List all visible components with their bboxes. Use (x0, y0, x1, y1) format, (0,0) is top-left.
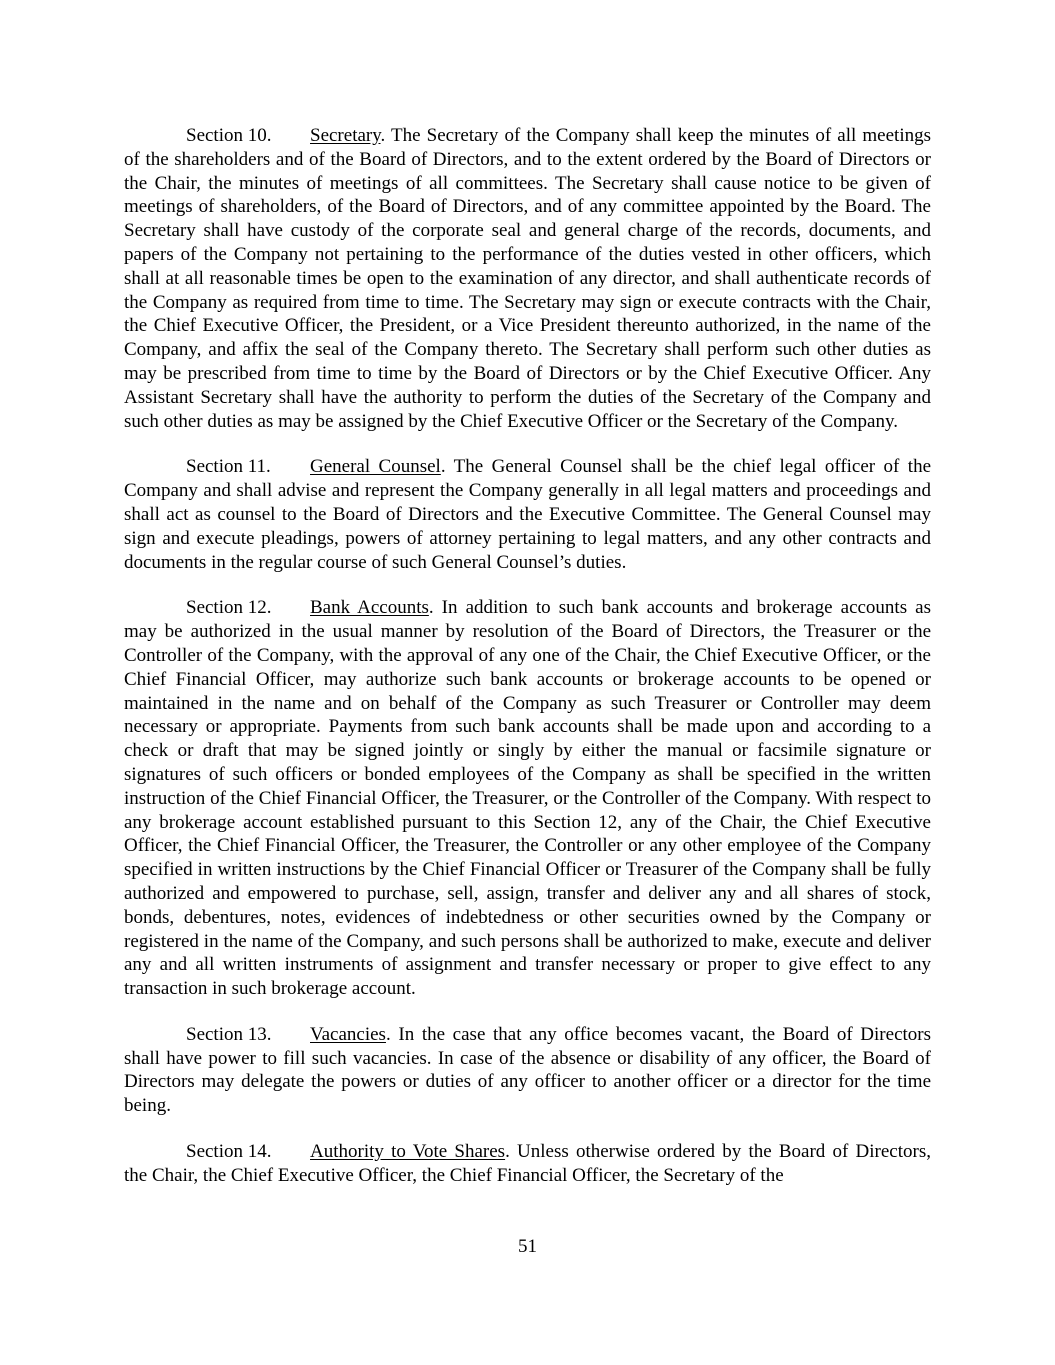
section-body: . Unless otherwise ordered by the Board of Directors, the Chair, the Chief Executive Officer, the Chief Financial Officer, the Secretary of the (124, 1141, 931, 1186)
section-14-paragraph (124, 1140, 931, 1188)
section-number: Section 12. (186, 597, 272, 619)
section-number: Section 14. (186, 1141, 272, 1163)
section-13-paragraph (124, 1023, 931, 1118)
section-number: Section 11. (186, 456, 271, 478)
section-heading: Bank Accounts (310, 597, 429, 619)
section-11-paragraph (124, 455, 931, 574)
section-body: . In addition to such bank accounts and brokerage accounts as may be authorized in the usual manner by resolution of the Board of Directors, the Treasurer or the Controller of the Company, with the approval of any one of the Chair, the Chief Executive Officer, or the Chief Financial Officer, may authorize such bank accounts or brokerage accounts to be opened or maintained in the name and on behalf of the Company as such Treasurer or Controller may deem necessary or appropriate. Payments from such bank accounts shall be made upon and according to a check or draft that may be signed jointly or singly by either the manual or facsimile signature or signatures of such officers or bonded employees of the Company as shall be specified in the written instruction of the Chief Financial Officer, the Treasurer, or the Controller of the Company. With respect to any brokerage account established pursuant to this Section 12, any of the Chair, the Chief Executive Officer, the Chief Financial Officer, the Treasurer, the Controller or any other employee of the Company specified in written instructions by the Chief Financial Officer or Treasurer of the Company shall be fully authorized and empowered to purchase, sell, assign, transfer and deliver any and all shares of stock, bonds, debentures, notes, evidences of indebtedness or other securities owned by the Company or registered in the name of the Company, and such persons shall be authorized to make, execute and deliver any and all written instruments of assignment and transfer necessary or proper to give effect to any transaction in such brokerage account. (124, 597, 931, 1000)
section-heading: Vacancies (310, 1023, 386, 1045)
section-10-paragraph (124, 124, 931, 433)
section-body: . The General Counsel shall be the chief legal officer of the Company and shall advise and represent the Company generally in all legal matters and proceedings and shall act as counsel to the Board of Directors and the Executive Committee. The General Counsel may sign and execute pleadings, powers of attorney pertaining to legal matters, and any other contracts and documents in the regular course of such General Counsel’s duties. (124, 456, 931, 573)
page-number: 51 (518, 1236, 537, 1257)
section-12-paragraph (124, 596, 931, 1001)
section-number: Section 13. (186, 1023, 272, 1045)
section-heading: General Counsel (310, 456, 441, 478)
section-body: . The Secretary of the Company shall keep the minutes of all meetings of the shareholders and of the Board of Directors, and to the extent ordered by the Board of Directors or the Chair, the minutes of meetings of all committees. The Secretary shall cause notice to be given of meetings of shareholders, of the Board of Directors, and of any committee appointed by the Board. The Secretary shall have custody of the corporate seal and general charge of the records, documents, and papers of the Company not pertaining to the performance of the duties vested in other officers, which shall at all reasonable times be open to the examination of any director, and shall authenticate records of the Company as required from time to time. The Secretary may sign or execute contracts with the Chair, the Chief Executive Officer, the President, or a Vice President thereunto authorized, in the name of the Company, and affix the seal of the Company thereto. The Secretary shall perform such other duties as may be prescribed from time to time by the Board of Directors or by the Chief Executive Officer. Any Assistant Secretary shall have the authority to perform the duties of the Secretary of the Company and such other duties as may be assigned by the Chief Executive Officer or the Secretary of the Company. (124, 125, 931, 432)
document-page (124, 124, 931, 1188)
section-number: Section 10. (186, 125, 272, 146)
section-heading: Secretary (310, 125, 381, 146)
section-body: . In the case that any office becomes vacant, the Board of Directors shall have power to fill such vacancies. In case of the absence or disability of any officer, the Board of Directors may delegate the powers or duties of any officer to another officer or a director for the time being. (124, 1023, 931, 1117)
section-heading: Authority to Vote Shares (310, 1141, 506, 1163)
